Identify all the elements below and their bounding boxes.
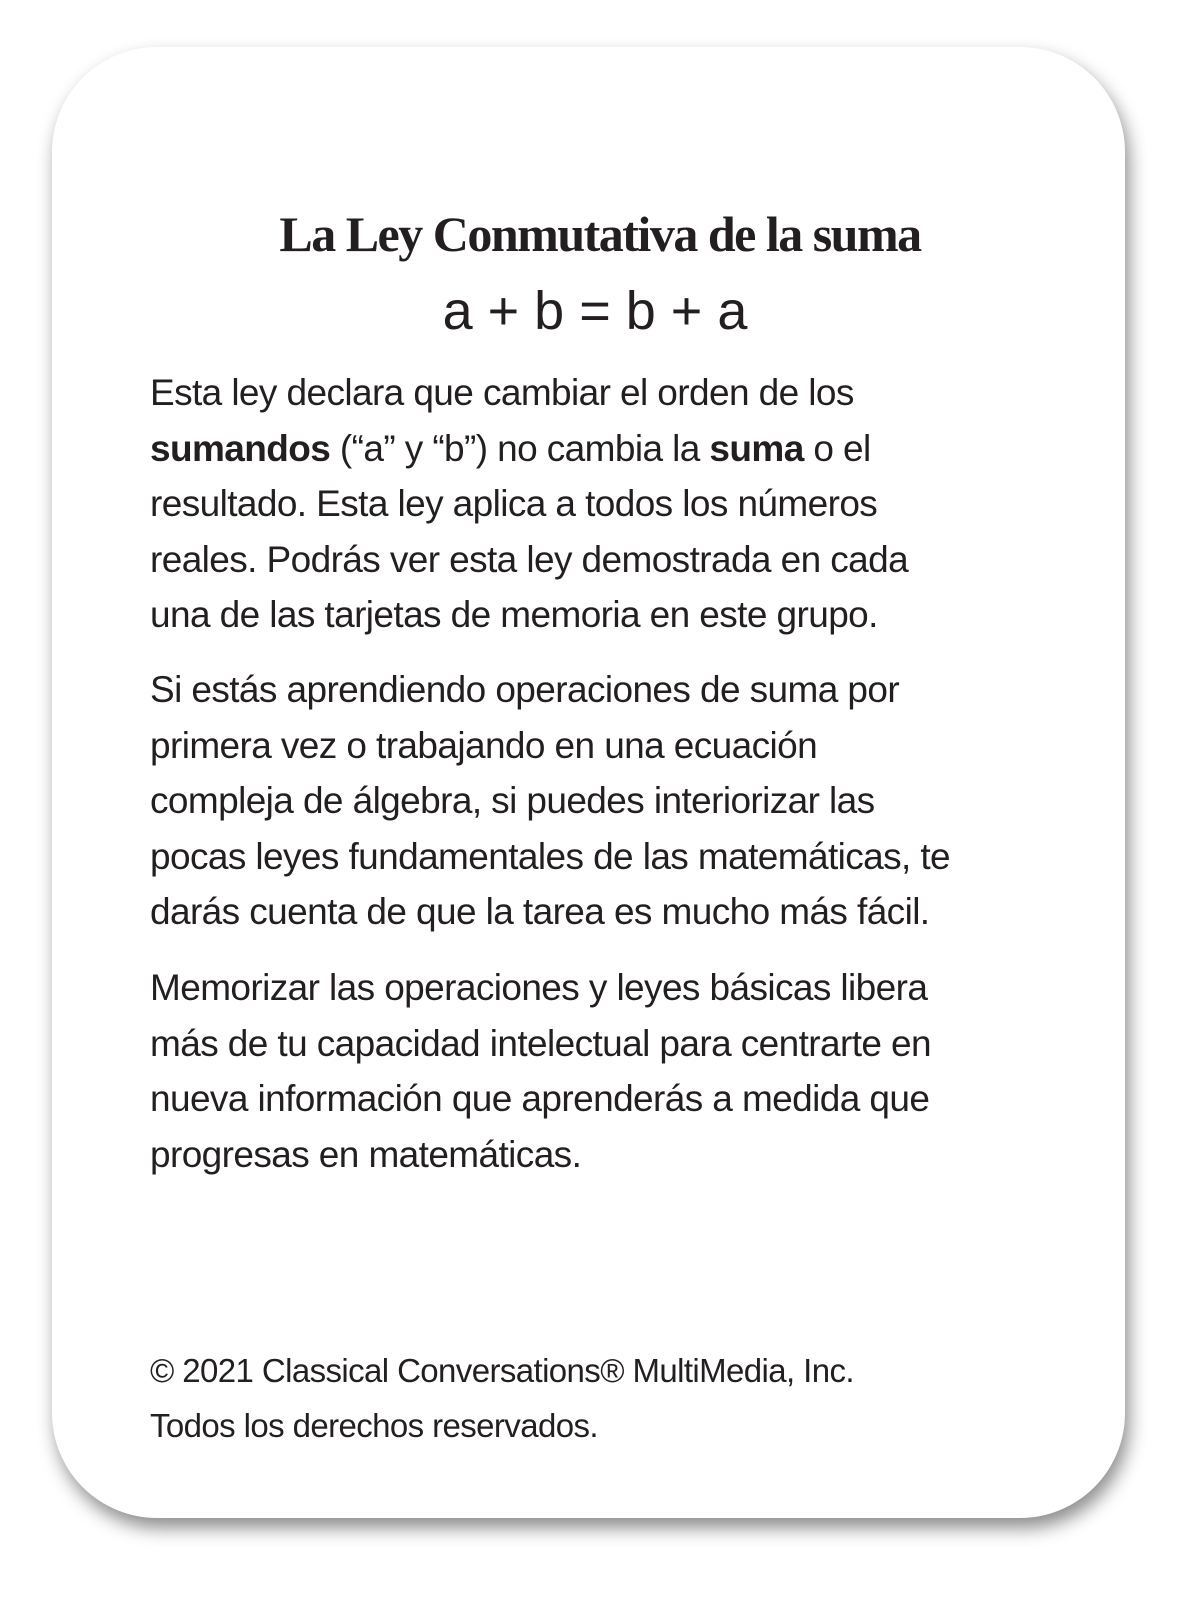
copyright-footer [150,1343,854,1453]
copyright-line: © 2021 Classical Conversations® MultiMedia, Inc. [150,1352,854,1389]
text-line: primera vez o trabajando en una ecuación [150,724,818,766]
rights-line: Todos los derechos reservados. [150,1407,598,1444]
paragraph-3 [150,960,931,1182]
text-line: Si estás aprendiendo operaciones de suma por [150,669,900,710]
text-line: Memorizar las operaciones y leyes básicas libera [150,967,928,1008]
text-line: Esta ley declara que cambiar el orden de los [150,372,854,413]
text-line: una de las tarjetas de memoria en este grupo. [150,594,878,635]
paragraph-2 [150,662,950,940]
card-title: La Ley Conmutativa de la suma [279,206,921,262]
text-line: reales. Podrás ver esta ley demostrada en cada [150,538,909,580]
text-line: darás cuenta de que la tarea es mucho más fácil. [150,891,930,932]
text-line: compleja de álgebra, si puedes interiorizar las [150,780,875,821]
text-line: progresas en matemáticas. [150,1133,582,1175]
bold-term: sumandos [150,427,331,469]
paragraph-1 [150,365,908,643]
text-line: nueva información que aprenderás a medida que [150,1078,930,1119]
text-line: pocas leyes fundamentales de las matemáticas, te [150,835,951,877]
text-line [150,421,908,477]
text-span: o el [803,427,871,469]
equation: a + b = b + a [442,281,748,341]
text-span: (“a” y “b”) no cambia la [330,427,710,469]
text-line: resultado. Esta ley aplica a todos los números [150,483,878,524]
bold-term: suma [709,427,804,469]
text-line: más de tu capacidad intelectual para centrarte en [150,1022,931,1064]
